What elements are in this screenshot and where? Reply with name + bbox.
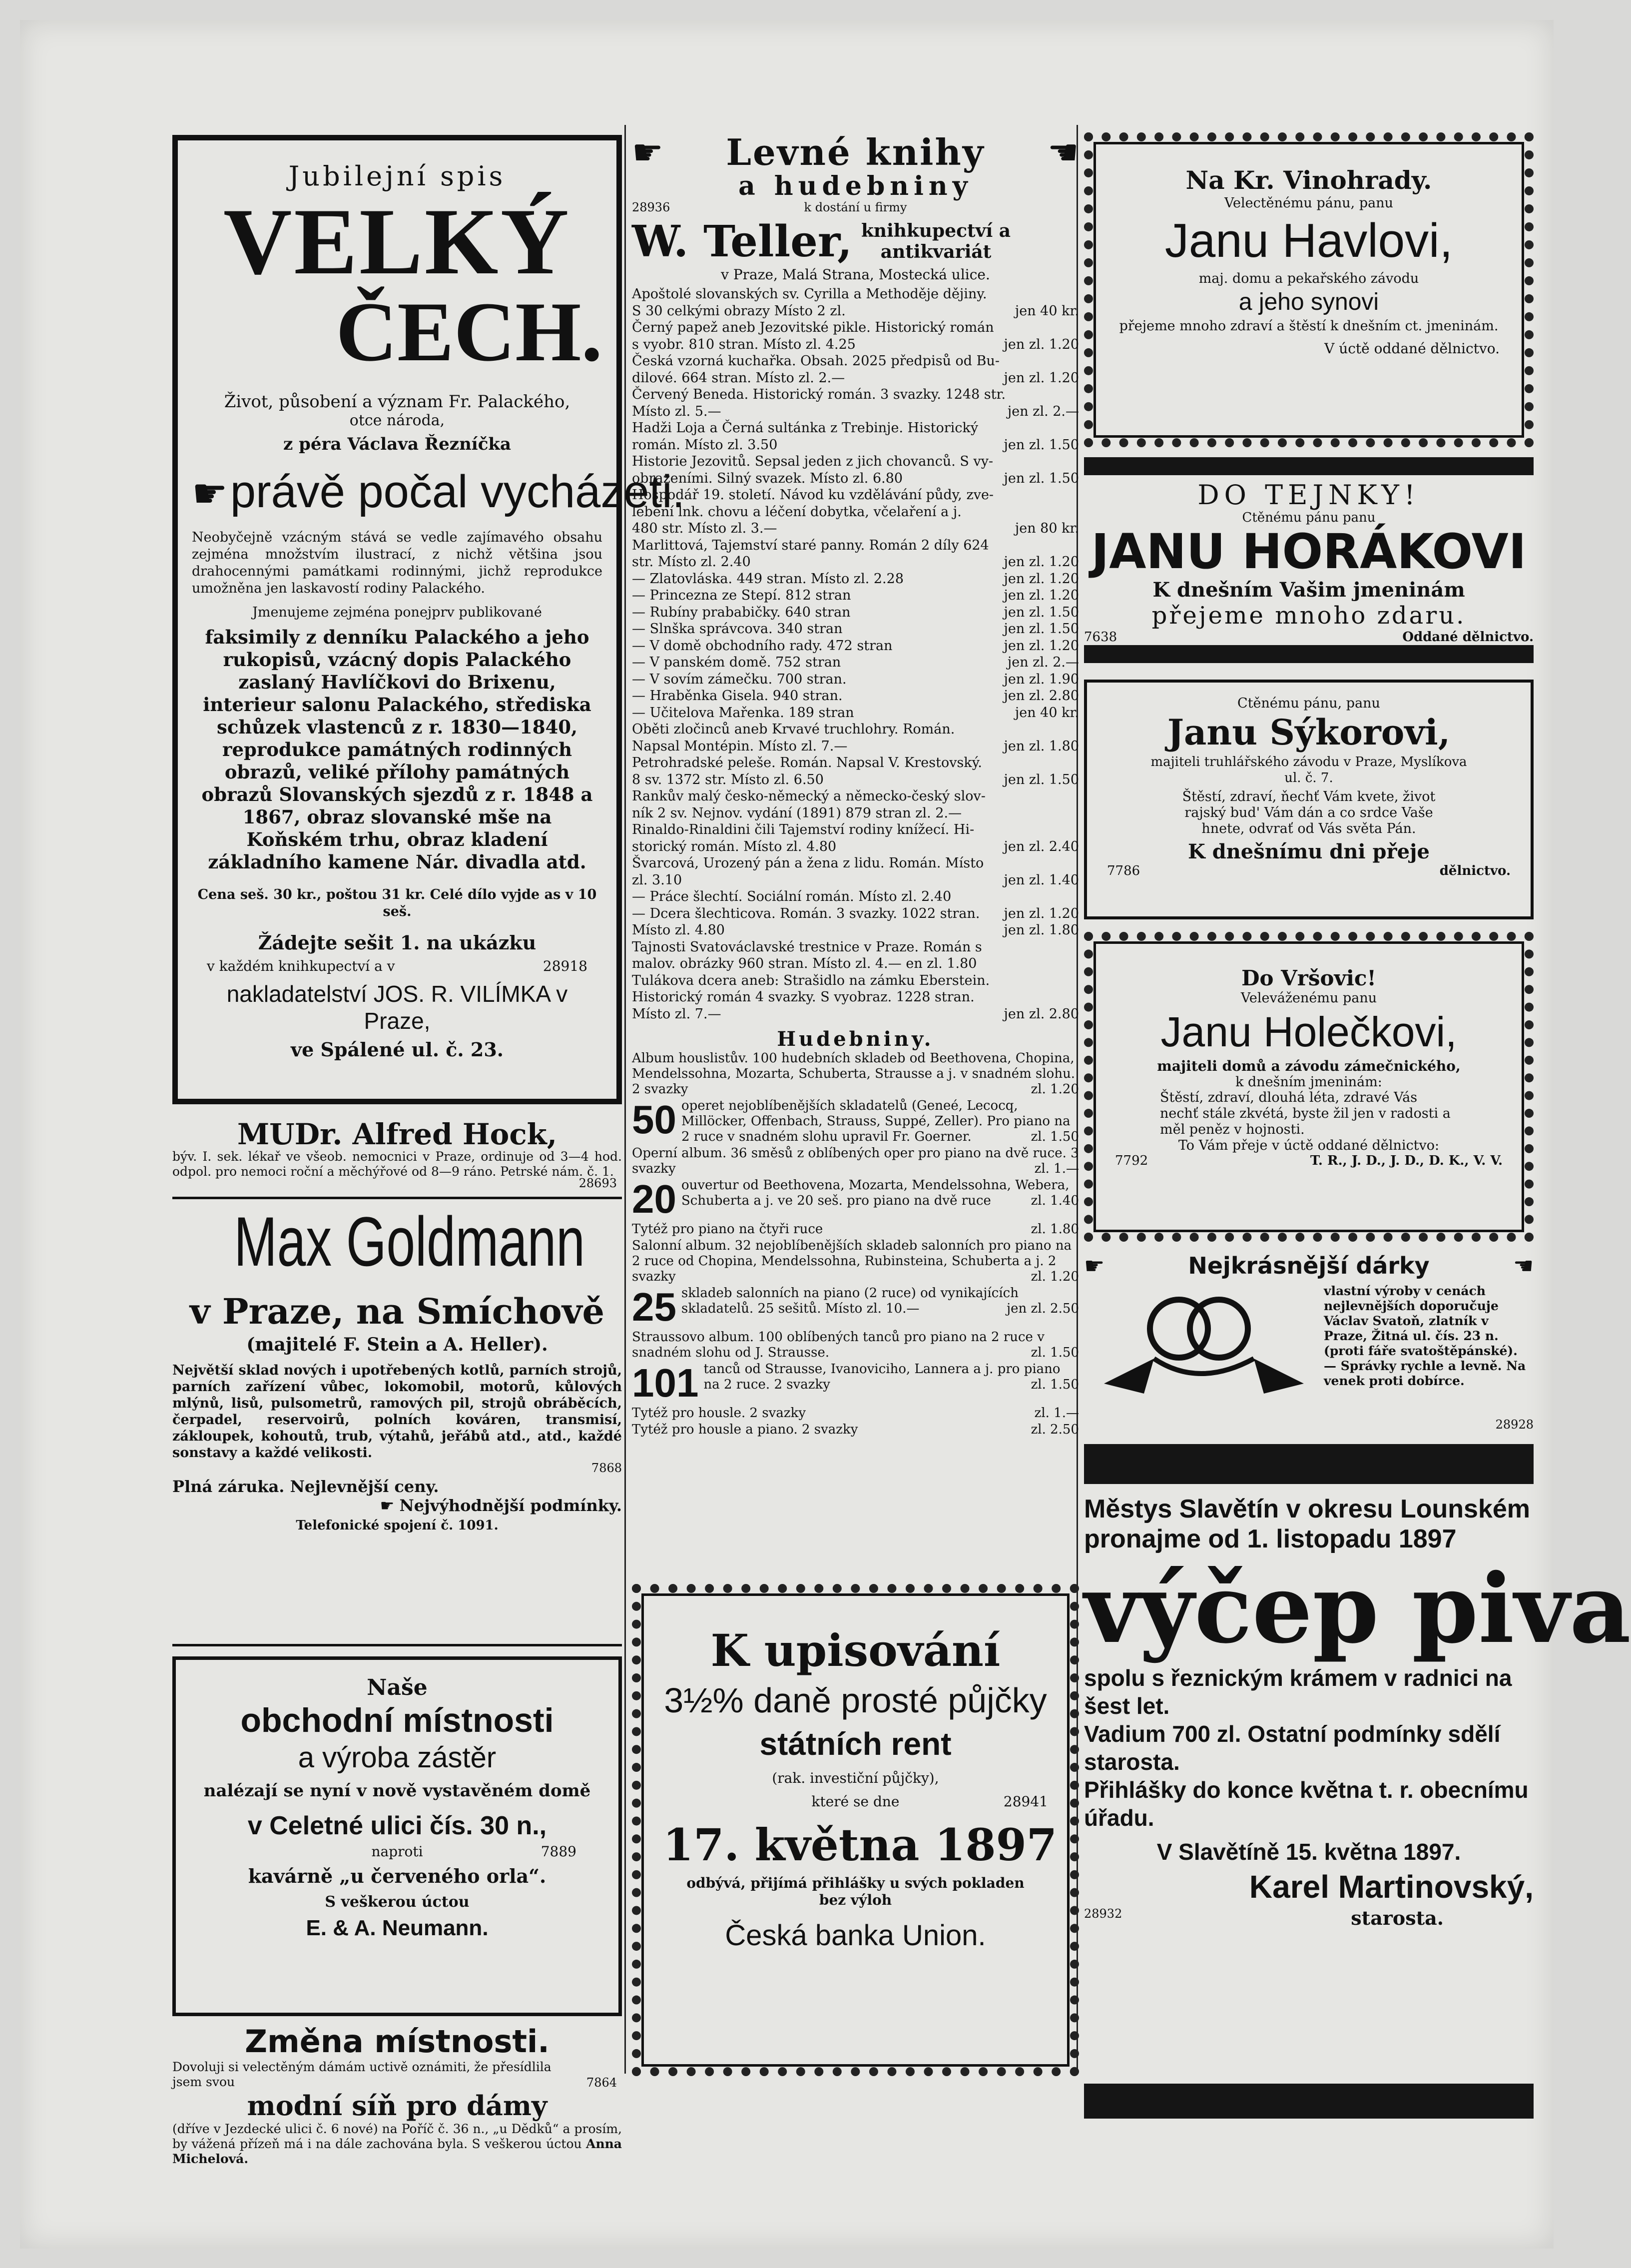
- divider: [172, 1197, 622, 1199]
- book-title: — Učitelova Mařenka. 189 stran: [632, 705, 854, 721]
- ad-address: ve Spálené ul. č. 23.: [291, 1038, 504, 1061]
- ad-author: z péra Václava Řezníčka: [283, 434, 511, 454]
- ad-line: které se dne: [811, 1793, 900, 1810]
- book-item: [632, 721, 1079, 738]
- ad-horakovi: [1084, 457, 1534, 667]
- book-item: [632, 771, 1079, 788]
- ad-headline: obchodní místnosti: [240, 1701, 554, 1739]
- pointing-hand-icon: ☛: [380, 1496, 395, 1515]
- ad-line: Jmenujeme zejména ponejprv publikované: [252, 605, 542, 620]
- music-price: zl. 1.50: [1031, 1377, 1079, 1392]
- ad-text: Dovoluji si velectěným dámám uctivě oznámiti, že přesídlila jsem svou: [172, 2060, 551, 2089]
- book-price: jen 40 kr.: [1015, 303, 1079, 319]
- book-title: malov. obrázky 960 stran. Místo zl. 4.— en zl. 1.80: [632, 956, 977, 971]
- ad-line: Přihlášky do konce května t. r. obecnímu úřadu.: [1084, 1777, 1529, 1831]
- ad-line: S veškerou úctou: [325, 1893, 470, 1911]
- ad-headline: Změna místnosti.: [245, 2023, 549, 2060]
- ad-number: 28918: [543, 958, 587, 974]
- ad-sykorovi: [1084, 680, 1534, 919]
- section-title: Hudebniny.: [777, 1027, 934, 1051]
- book-item: [632, 805, 1079, 822]
- book-item: [632, 370, 1079, 387]
- book-title: — Dcera šlechticova. Román. 3 svazky. 1022 stran.: [632, 905, 980, 921]
- book-item: [632, 955, 1079, 972]
- book-title: — Hraběnka Gisela. 940 stran.: [632, 688, 843, 704]
- book-price: jen zl. 1.90: [1004, 671, 1079, 687]
- ad-description: Neobyčejně vzácným stává se vedle zajímavého obsahu zejména množstvím ilustrací, z nichž většina jsou drahocennými památkami rodinnými, jichž reprodukce umožněna jen laskavostí rodiny Palackého.: [192, 530, 602, 596]
- ad-number: 28693: [578, 1176, 617, 1190]
- ad-address: v Celetné ulici čís. 30 n.,: [247, 1811, 547, 1840]
- ad-title-big: VELKÝ: [223, 189, 571, 294]
- music-price: zl. 1.20: [1031, 1269, 1079, 1284]
- book-item: [632, 755, 1079, 771]
- ad-number: 7868: [591, 1461, 622, 1475]
- ad-bank: Česká banka Union.: [725, 1919, 986, 1952]
- book-list: [632, 286, 1079, 1022]
- ad-headline: Na Kr. Vinohrady.: [1185, 165, 1432, 195]
- ad-darky: [1084, 1252, 1534, 1437]
- book-item: [632, 1006, 1079, 1023]
- ad-headline: právě počal vycházeti.: [230, 466, 685, 517]
- music-item: [632, 1362, 1079, 1405]
- ad-owners: (majitelé F. Stein a A. Heller).: [246, 1334, 548, 1355]
- pointing-hand-icon: ☛: [1513, 1252, 1534, 1279]
- book-item: [632, 453, 1079, 470]
- pointing-hand-icon: ☛: [192, 470, 228, 517]
- music-count: 101: [632, 1361, 699, 1405]
- book-title: Červený Beneda. Historický román. 3 svazky. 1248 str.: [632, 387, 1006, 402]
- book-title: Švarcová, Urozený pán a žena z lidu. Román. Místo: [632, 855, 984, 871]
- book-item: [632, 353, 1079, 370]
- ad-line: odbývá, přijímá přihlášky u svých pokladen bez výloh: [686, 1875, 1025, 1908]
- music-price: zl. 1.40: [1031, 1193, 1079, 1208]
- ad-line: v každém knihkupectví a v: [207, 958, 395, 974]
- ad-name: Max Goldmann: [234, 1202, 585, 1281]
- ornament-bar: [1084, 2084, 1534, 2119]
- book-title: Apoštolé slovanských sv. Cyrilla a Methoděje dějiny.: [632, 286, 987, 302]
- ad-verse: Štěstí, zdraví, ňechť Vám kvete, život rajský bud' Vám dán a co srdce Vaše hnete, odvrať od Vás světa Pán.: [1182, 789, 1436, 836]
- music-title: Tytéž pro housle a piano. 2 svazky: [632, 1422, 858, 1437]
- book-title: ník 2 sv. Nejnov. vydání (1891) 879 stran zl. 2.—: [632, 805, 962, 821]
- ad-number: 7638: [1084, 630, 1117, 645]
- book-price: jen zl. 1.20: [1004, 554, 1079, 570]
- book-item: [632, 638, 1079, 655]
- ad-name: MUDr. Alfred Hock,: [237, 1117, 557, 1151]
- music-title: skladeb salonních na piano (2 ruce) od vynikajících skladatelů. 25 sešitů. Místo zl. 10.—: [681, 1286, 1019, 1316]
- ad-text: býv. I. sek. lékař ve všeob. nemocnici v Praze, ordinuje od 3—4 hod. odpol. pro nemoci roční a měchýřové od 8—9 ráno. Petrské nám. č. 1.: [172, 1149, 622, 1179]
- book-title: Místo zl. 7.—: [632, 1006, 721, 1022]
- ad-line: přejeme mnoho zdaru.: [1151, 602, 1466, 630]
- music-item: [632, 1286, 1079, 1329]
- ad-phone: Telefonické spojení č. 1091.: [296, 1518, 499, 1533]
- book-price: jen zl. 1.50: [1004, 470, 1079, 486]
- book-item: [632, 303, 1079, 320]
- book-price: jen zl. 1.20: [1004, 905, 1079, 921]
- book-item: [632, 705, 1079, 722]
- ad-text: vlastní výroby v cenách nejlevnějších doporučuje Václav Svatoň, zlatník v Praze, Žitná ul. čís. 23 n. (proti fáře svatoštěpánské). — Správky rychle a levně. Na venek proti dobírce.: [1324, 1284, 1526, 1388]
- book-item: [632, 738, 1079, 755]
- book-title: s vyobr. 810 stran. Místo zl. 4.25: [632, 336, 856, 352]
- ad-line: Vadium 700 zl. Ostatní podmínky sdělí starosta.: [1084, 1721, 1501, 1775]
- ad-line: Ctěnému pánu panu: [1242, 510, 1376, 525]
- ad-line: majiteli truhlářského závodu v Praze, Myslíkova ul. č. 7.: [1150, 755, 1467, 785]
- book-title: Česká vzorná kuchařka. Obsah. 2025 předpisů od Bu-: [632, 353, 1000, 369]
- ad-teller-books: [632, 131, 1079, 1437]
- ad-line: přejeme mnoho zdraví a štěstí k dnešním ct. jmeninám.: [1119, 318, 1499, 334]
- ornament-bar: [1084, 1444, 1534, 1484]
- book-title: obrazeními. Silný svazek. Místo zl. 6.80: [632, 470, 903, 486]
- ad-line: Velectěnému pánu, panu: [1224, 195, 1393, 211]
- book-item: [632, 537, 1079, 554]
- music-price: zl. 1.50: [1031, 1129, 1079, 1144]
- music-item: [632, 1051, 1079, 1097]
- rings-icon: [1084, 1284, 1324, 1409]
- ad-line: naproti: [371, 1843, 423, 1860]
- book-title: Rinaldo-Rinaldini čili Tajemství rodiny knížecí. Hi-: [632, 822, 975, 837]
- ad-line: kavárně „u červeného orla“.: [248, 1865, 546, 1887]
- music-item: [632, 1146, 1079, 1177]
- book-title: zl. 3.10: [632, 872, 682, 888]
- book-item: [632, 855, 1079, 872]
- book-title: Místo zl. 4.80: [632, 922, 725, 938]
- ad-line: Veleváženému panu: [1240, 990, 1377, 1006]
- book-item: [632, 654, 1079, 671]
- ad-text: Největší sklad nových i upotřebených kotlů, parních strojů, parních zařízení vůbec, lokomobil, motorů, kůlových mlýnů, lisů, pulsometrů, ramových pil, strojů obráběcích, čerpadel, reservoirů, polních kováren, transmisí, zákloupek, kohoutů, trub, výtahů, jeřábů atd., atd., každé sonstavy a každé velikosti.: [172, 1363, 622, 1461]
- ad-title-big-2: ČECH.: [336, 285, 602, 379]
- ad-signature: Anna Michelová.: [172, 2137, 622, 2166]
- ad-number: 28936: [632, 200, 670, 214]
- book-price: jen zl. 1.80: [1004, 738, 1079, 754]
- ad-line: K dnešnímu dni přeje: [1188, 840, 1430, 863]
- book-price: jen zl. 2.40: [1004, 838, 1079, 854]
- ad-line: státních rent: [759, 1726, 952, 1762]
- ad-line: Plná záruka. Nejlevnější ceny.: [172, 1477, 439, 1496]
- music-price: zl. 1.50: [1031, 1345, 1079, 1360]
- music-title: Salonní album. 32 nejoblíbenějších skladeb salonních pro piano na 2 ruce od Chopina, Mendelssohna, Rubinsteina, Schuberta a j. 2 svazky: [632, 1238, 1072, 1284]
- music-item: [632, 1222, 1079, 1237]
- ad-address: v Praze, Malá Strana, Mostecká ulice.: [721, 266, 990, 283]
- book-price: jen 40 kr.: [1015, 705, 1079, 721]
- divider: [172, 1644, 622, 1646]
- ornament-bar: [1084, 645, 1534, 663]
- ad-slavetin: [1084, 1494, 1631, 2079]
- ad-firm-name: W. Teller,: [632, 216, 852, 267]
- book-item: [632, 386, 1079, 403]
- ad-contents: faksimily z denníku Palackého a jeho rukopisů, vzácný dopis Palackého zaslaný Havlíčkovi do Brixenu, interieur salonu Palackého, střediska schůzek vlastenců z r. 1830—1840, reprodukce památných rodinných obrazů, veliké přílohy památných obrazů Slovanských sjezdů z r. 1848 a 1867, obraz slovanské mše na Koňském trhu, obraz kladení základního kamene Nár. divadla atd.: [201, 626, 593, 873]
- ad-line: nalézají se nyní v nově vystavěném domě: [203, 1781, 591, 1801]
- book-price: jen 80 kr.: [1015, 521, 1079, 536]
- book-title: — V panském domě. 752 stran: [632, 655, 841, 670]
- book-item: [632, 989, 1079, 1006]
- book-item: [632, 821, 1079, 838]
- column-divider: [624, 125, 626, 2074]
- book-price: jen zl. 2.80: [1004, 688, 1079, 704]
- book-title: Černý papež aneb Jezovitské pikle. Historický román: [632, 320, 994, 335]
- book-price: jen zl. 1.20: [1004, 370, 1079, 386]
- ad-line: Městys Slavětín v okresu Lounském pronajme od 1. listopadu 1897: [1084, 1495, 1531, 1553]
- book-title: Rankův malý česko-německý a německo-český slov-: [632, 788, 986, 804]
- book-price: jen zl. 1.80: [1004, 922, 1079, 938]
- book-title: str. Místo zl. 2.40: [632, 554, 751, 570]
- book-price: jen zl. 1.20: [1004, 571, 1079, 587]
- music-title: Tytéž pro housle. 2 svazky: [632, 1406, 806, 1421]
- book-title: Oběti zločinců aneb Krvavé truchlohry. Román.: [632, 722, 955, 737]
- ad-number: 7792: [1115, 1153, 1148, 1168]
- ad-line: knihkupectví a: [861, 220, 1011, 241]
- ad-hock: [172, 1119, 622, 1194]
- book-price: jen zl. 1.20: [1004, 336, 1079, 352]
- book-title: — V domě obchodního rady. 472 stran: [632, 638, 893, 654]
- ad-number: 7786: [1107, 863, 1140, 878]
- ad-signature: dělnictvo.: [1439, 863, 1511, 878]
- book-title: Hadži Loja a Černá sultánka z Trebinje. Historický: [632, 420, 979, 436]
- ad-line: 3½% daně prosté půjčky: [664, 1681, 1047, 1720]
- book-price: jen zl. 1.20: [1004, 588, 1079, 603]
- ad-line: spolu s řeznickým krámem v radnici na šest let.: [1084, 1665, 1512, 1719]
- book-item: [632, 688, 1079, 705]
- book-title: — Slnška správcova. 340 stran: [632, 621, 843, 637]
- book-item: [632, 872, 1079, 889]
- music-list: [632, 1051, 1079, 1438]
- book-title: Marlittová, Tajemství staré panny. Román 2 díly 624: [632, 537, 989, 553]
- pointing-hand-icon: ☛: [1084, 1252, 1105, 1279]
- ad-line: a výroba zástěr: [298, 1741, 497, 1774]
- ad-line: Život, působení a význam Fr. Palackého,: [224, 392, 570, 412]
- book-title: Hospodář 19. století. Návod ku vzdělávání půdy, zve-: [632, 487, 994, 503]
- music-price: jen zl. 2.50: [1007, 1301, 1079, 1316]
- music-title: operet nejoblíbenějších skladatelů (Geneé, Lecocq, Millöcker, Offenbach, Strauss, Suppé, Zeller). Pro piano na 2 ruce v snadném slohu upravil Fr. Goerner.: [681, 1098, 1071, 1144]
- book-title: — Princezna ze Stepí. 812 stran: [632, 588, 851, 603]
- ad-line: k dnešním jmeninám:: [1235, 1074, 1382, 1090]
- book-item: [632, 571, 1079, 588]
- book-title: storický román. Místo zl. 4.80: [632, 838, 837, 854]
- ad-signature: T. R., J. D., J. D., D. K., V. V.: [1310, 1153, 1503, 1168]
- book-item: [632, 671, 1079, 688]
- music-item: [632, 1098, 1079, 1145]
- ad-date: 17. května 1897: [663, 1819, 1058, 1871]
- ad-headline: výčep piva: [1084, 1553, 1631, 1664]
- music-price: zl. 1.—: [1034, 1161, 1079, 1176]
- book-title: Historie Jezovitů. Sepsal jeden z jich chovanců. S vy-: [632, 454, 994, 469]
- music-count: 50: [632, 1097, 676, 1142]
- music-item: [632, 1238, 1079, 1285]
- ornament-bar: [1084, 457, 1534, 475]
- ad-publisher: nakladatelství JOS. R. VILÍMKA v Praze,: [226, 981, 568, 1034]
- music-title: tanců od Strausse, Ivanoviciho, Lannera a j. pro piano na 2 ruce. 2 svazky: [703, 1362, 1061, 1392]
- book-item: [632, 972, 1079, 989]
- music-item: [632, 1178, 1079, 1221]
- ad-place: v Praze, na Smíchově: [189, 1291, 605, 1332]
- ad-line: Nejvýhodnější podmínky.: [399, 1496, 622, 1515]
- ad-line: Ctěnému pánu, panu: [1237, 696, 1380, 711]
- music-title: Tytéž pro piano na čtyři ruce: [632, 1222, 823, 1237]
- newspaper-page: [20, 20, 1631, 2249]
- ad-line: K dnešním Vašim jmeninám: [1152, 578, 1465, 602]
- ad-line: starosta.: [1351, 1907, 1444, 1929]
- book-price: jen zl. 1.20: [1004, 638, 1079, 654]
- ad-line: antikvariát: [880, 241, 992, 262]
- ad-headline: modní síň pro dámy: [247, 2090, 547, 2122]
- ad-line: majiteli domů a závodu zámečnického,: [1157, 1058, 1461, 1074]
- ad-headline: a hudebniny: [738, 171, 973, 201]
- ad-headline: K upisování: [710, 1624, 1001, 1676]
- book-item: [632, 286, 1079, 303]
- book-item: [632, 888, 1079, 905]
- book-title: 8 sv. 1372 str. Místo zl. 6.50: [632, 771, 824, 787]
- book-title: — V sovím zámečku. 700 stran.: [632, 671, 847, 687]
- ad-upisovani: [632, 1584, 1079, 2076]
- book-item: [632, 420, 1079, 437]
- music-item: [632, 1330, 1079, 1361]
- book-price: jen zl. 1.50: [1004, 437, 1079, 453]
- book-item: [632, 554, 1079, 571]
- book-title: Petrohradské peleše. Román. Napsal V. Krestovský.: [632, 755, 982, 770]
- book-title: — Zlatovláska. 449 stran. Místo zl. 2.28: [632, 571, 904, 587]
- music-title: Straussovo album. 100 oblíbených tanců pro piano na 2 ruce v snadném slohu od J. Strausse.: [632, 1330, 1045, 1360]
- book-item: [632, 403, 1079, 420]
- music-price: zl. 1.—: [1034, 1406, 1079, 1421]
- ad-zmena: [172, 2024, 622, 2174]
- music-price: zl. 2.50: [1031, 1422, 1079, 1437]
- ad-verse: Štěstí, zdraví, dlouhá léta, zdravé Vás nechť stále zkvétá, byste žil jen v radosti a měl peněz v hojnosti.: [1160, 1090, 1451, 1137]
- book-price: jen zl. 1.50: [1004, 621, 1079, 637]
- music-item: [632, 1406, 1079, 1421]
- book-item: [632, 621, 1079, 638]
- music-count: 20: [632, 1177, 676, 1221]
- music-price: zl. 1.20: [1031, 1082, 1079, 1097]
- ad-line: maj. domu a pekařského závodu: [1198, 271, 1419, 286]
- ad-date: V Slavětíně 15. května 1897.: [1156, 1839, 1461, 1865]
- ad-number: 7889: [541, 1843, 576, 1860]
- ad-headline: Nejkrásnější dárky: [1188, 1252, 1430, 1279]
- ad-name: Janu Holečkovi,: [1160, 1008, 1457, 1055]
- book-price: jen zl. 1.50: [1004, 771, 1079, 787]
- book-title: — Rubíny prababičky. 640 stran: [632, 604, 851, 620]
- book-title: dilové. 664 stran. Místo zl. 2.—: [632, 370, 845, 386]
- book-item: [632, 336, 1079, 353]
- ad-number: 28941: [1003, 1793, 1048, 1810]
- ad-line: To Vám přeje v úctě oddané dělnictvo:: [1178, 1138, 1440, 1153]
- music-title: Operní album. 36 směsů z oblíbených oper pro piano na dvě ruce. 3 svazky: [632, 1146, 1079, 1176]
- ad-line: (rak. investiční půjčky),: [772, 1770, 939, 1786]
- book-title: S 30 celkými obrazy Místo 2 zl.: [632, 303, 846, 319]
- book-price: jen zl. 2.—: [1007, 655, 1079, 670]
- book-price: jen zl. 2.—: [1007, 403, 1079, 419]
- ad-line: Žádejte sešit 1. na ukázku: [258, 931, 537, 954]
- ad-signature: E. & A. Neumann.: [306, 1916, 489, 1940]
- book-title: román. Místo zl. 3.50: [632, 437, 778, 453]
- ad-number: 28932: [1084, 1907, 1122, 1921]
- book-title: — Práce šlechtí. Sociální román. Místo zl. 2.40: [632, 889, 952, 904]
- book-title: Tajnosti Svatováclavské trestnice v Praze. Román s: [632, 939, 982, 955]
- book-item: [632, 504, 1079, 521]
- ad-line: a jeho synovi: [1238, 289, 1379, 315]
- pointing-hand-icon: ☛: [632, 132, 663, 173]
- ad-name: JANU HORÁKOVI: [1091, 524, 1527, 580]
- ad-signature: Karel Martinovský,: [1249, 1869, 1534, 1905]
- book-item: [632, 838, 1079, 855]
- ad-name: Janu Havlovi,: [1164, 214, 1453, 267]
- book-item: [632, 437, 1079, 454]
- book-item: [632, 520, 1079, 537]
- ad-line: Naše: [367, 1675, 428, 1700]
- ad-headline: DO TEJNKY!: [1197, 479, 1420, 511]
- book-item: [632, 604, 1079, 621]
- ad-title-small: Jubilejní spis: [288, 160, 506, 192]
- music-price: zl. 1.80: [1031, 1222, 1079, 1237]
- book-item: [632, 922, 1079, 939]
- ad-headline: Do Vršovic!: [1241, 966, 1376, 990]
- book-item: [632, 587, 1079, 604]
- ad-number: 7864: [586, 2076, 617, 2090]
- ad-havlovi: [1084, 132, 1534, 447]
- book-title: Tulákova dcera aneb: Strašidlo na zámku Eberstein.: [632, 972, 990, 988]
- book-price: jen zl. 1.40: [1004, 872, 1079, 888]
- music-count: 25: [632, 1285, 676, 1329]
- pointing-hand-icon: ☛: [1048, 132, 1079, 173]
- book-price: jen zl. 2.80: [1004, 1006, 1079, 1022]
- book-item: [632, 470, 1079, 487]
- ad-headline: Levné knihy: [726, 131, 985, 173]
- book-item: [632, 487, 1079, 504]
- book-item: [632, 788, 1079, 805]
- book-title: 480 str. Místo zl. 3.—: [632, 521, 777, 536]
- music-title: Album houslistův. 100 hudebních skladeb od Beethovena, Chopina, Mendelssohna, Mozarta, Schuberta, Strausse a j. v snadném slohu. 2 svazky: [632, 1051, 1076, 1097]
- ad-text: (dříve v Jezdecké ulici č. 6 nové) na Poříč č. 36 n., „u Dědků“ a prosím, by vážená přízeň má i na dále zachována byla. S veškerou úctou: [172, 2122, 622, 2151]
- ad-line: otce národa,: [349, 412, 445, 429]
- music-title: ouvertur od Beethovena, Mozarta, Mendelssohna, Webera, Schuberta a j. ve 20 seš. pro piano na dvě ruce: [681, 1178, 1070, 1208]
- ad-neumann: [172, 1656, 622, 2016]
- ad-price: Cena seš. 30 kr., poštou 31 kr. Celé dílo vyjde as v 10 seš.: [197, 887, 597, 919]
- ad-signature: V úctě oddané dělnictvo.: [1324, 340, 1500, 357]
- book-title: Historický román 4 svazky. S vyobraz. 1228 stran.: [632, 989, 975, 1005]
- book-title: Napsal Montépin. Místo zl. 7.—: [632, 738, 848, 754]
- ad-number: 28928: [1495, 1418, 1534, 1432]
- ad-name: Janu Sýkorovi,: [1167, 712, 1451, 753]
- book-title: Místo zl. 5.—: [632, 403, 721, 419]
- ad-signature: Oddané dělnictvo.: [1402, 630, 1534, 645]
- book-item: [632, 319, 1079, 336]
- book-price: jen zl. 1.50: [1004, 604, 1079, 620]
- ad-goldmann: [172, 1204, 622, 1639]
- book-item: [632, 939, 1079, 956]
- ad-holeckovi: [1084, 932, 1534, 1242]
- music-item: [632, 1422, 1079, 1438]
- ad-line: k dostání u firmy: [804, 200, 907, 214]
- book-title: lebení lnk. chovu a léčení dobytka, včelaření a j.: [632, 504, 962, 520]
